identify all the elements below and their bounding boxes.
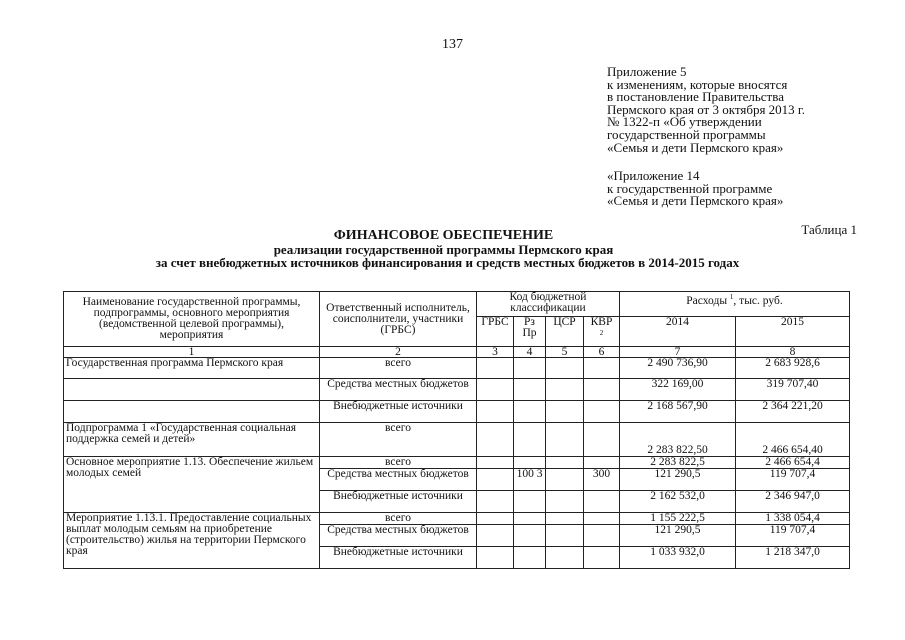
title-line-2: реализации государственной программы Пермского края	[273, 242, 614, 257]
table-row	[64, 358, 850, 379]
page-number: 137	[442, 37, 463, 52]
csr-cell	[546, 401, 584, 423]
index-cell: 5	[546, 347, 584, 358]
value-2015: 2 683 928,6	[736, 358, 850, 379]
value-2014: 2 162 532,0	[620, 491, 736, 513]
table-label: Таблица 1	[801, 222, 857, 237]
table-row	[64, 379, 850, 401]
rzpr-cell	[514, 547, 546, 569]
grbs-cell	[477, 358, 514, 379]
row-name: Подпрограмма 1 «Государственная социальная поддержка семей и детей»	[64, 423, 320, 457]
grbs-cell	[477, 379, 514, 401]
value-2015: 1 338 054,4	[736, 513, 850, 525]
csr-cell	[546, 457, 584, 469]
row-executor: всего	[320, 358, 477, 379]
value-2014: 2 283 822,50	[620, 423, 736, 457]
appendix-block	[607, 66, 805, 154]
index-cell: 3	[477, 347, 514, 358]
header-expenses-note: 1	[729, 293, 734, 301]
table-row	[64, 457, 850, 469]
value-2014: 1 155 222,5	[620, 513, 736, 525]
grbs-cell	[477, 547, 514, 569]
row-executor: Внебюджетные источники	[320, 547, 477, 569]
index-row	[64, 347, 850, 358]
index-cell: 8	[736, 347, 850, 358]
value-2014: 1 033 932,0	[620, 547, 736, 569]
rzpr-cell: 100 3	[514, 469, 546, 491]
title-line-3: за счет внебюджетных источников финансирования и средств местных бюджетов в 2014-2015 годах	[155, 255, 740, 270]
csr-cell	[546, 491, 584, 513]
csr-cell	[546, 547, 584, 569]
header-name: Наименование государственной программы, подпрограммы, основного мероприятия (ведомственной целевой программы), мероприятия	[64, 292, 320, 347]
value-2015: 1 218 347,0	[736, 547, 850, 569]
row-executor: Средства местных бюджетов	[320, 525, 477, 547]
kvr-cell	[584, 457, 620, 469]
row-executor: Внебюджетные источники	[320, 491, 477, 513]
kvr-cell	[584, 423, 620, 457]
header-grbs: ГРБС	[477, 317, 514, 347]
grbs-cell	[477, 513, 514, 525]
grbs-cell	[477, 457, 514, 469]
finance-table	[63, 291, 850, 569]
index-cell: 2	[320, 347, 477, 358]
value-2015: 2 364 221,20	[736, 401, 850, 423]
kvr-cell	[584, 491, 620, 513]
csr-cell	[546, 513, 584, 525]
table-row	[64, 401, 850, 423]
rzpr-cell	[514, 379, 546, 401]
row-name: Мероприятие 1.13.1. Предоставление социальных выплат молодым семьям на приобретение (строительство) жилья на территории Пермского края	[64, 513, 320, 569]
csr-cell	[546, 358, 584, 379]
appendix-sub-block	[607, 170, 783, 208]
value-2014: 121 290,5	[620, 525, 736, 547]
appendix-line: № 1322-п «Об утверждении	[607, 114, 762, 130]
rzpr-cell	[514, 423, 546, 457]
grbs-cell	[477, 525, 514, 547]
row-executor: всего	[320, 423, 477, 457]
kvr-cell	[584, 379, 620, 401]
kvr-cell	[584, 513, 620, 525]
value-2015: 2 466 654,40	[736, 423, 850, 457]
csr-cell	[546, 423, 584, 457]
rzpr-cell	[514, 358, 546, 379]
row-executor: Внебюджетные источники	[320, 401, 477, 423]
grbs-cell	[477, 469, 514, 491]
table-row	[64, 513, 850, 525]
value-2015: 2 346 947,0	[736, 491, 850, 513]
document-title	[0, 229, 905, 269]
header-csr: ЦСР	[546, 317, 584, 347]
header-code: Код бюджетной классификации	[477, 292, 620, 317]
appendix-line: «Семья и дети Пермского края»	[607, 139, 784, 155]
value-2015: 119 707,4	[736, 525, 850, 547]
header-2014: 2014	[620, 317, 736, 347]
kvr-cell	[584, 401, 620, 423]
value-2014: 2 168 567,90	[620, 401, 736, 423]
grbs-cell	[477, 401, 514, 423]
title-line-1: ФИНАНСОВОЕ ОБЕСПЕЧЕНИЕ	[333, 228, 554, 243]
csr-cell	[546, 469, 584, 491]
rzpr-cell	[514, 457, 546, 469]
csr-cell	[546, 379, 584, 401]
value-2015: 2 466 654,4	[736, 457, 850, 469]
header-kvr-note: 2	[599, 329, 604, 338]
kvr-cell	[584, 358, 620, 379]
table-row	[64, 423, 850, 457]
rzpr-cell	[514, 491, 546, 513]
header-executor: Ответственный исполнитель, соисполнители, участники (ГРБС)	[320, 292, 477, 347]
value-2014: 2 283 822,5	[620, 457, 736, 469]
kvr-cell	[584, 525, 620, 547]
row-name	[64, 379, 320, 401]
csr-cell	[546, 525, 584, 547]
appendix-line: к изменениям, которые вносятся	[607, 76, 788, 92]
value-2014: 2 490 736,90	[620, 358, 736, 379]
header-rzpr: Рз Пр	[514, 317, 546, 347]
appendix-line: Пермского края от 3 октября 2013 г.	[607, 101, 806, 117]
appendix-sub-line: «Семья и дети Пермского края»	[607, 193, 784, 209]
row-name: Государственная программа Пермского края	[64, 358, 320, 379]
header-expenses-unit: , тыс. руб.	[733, 294, 783, 307]
grbs-cell	[477, 491, 514, 513]
row-executor: Средства местных бюджетов	[320, 379, 477, 401]
index-cell: 4	[514, 347, 546, 358]
value-2015: 119 707,4	[736, 469, 850, 491]
grbs-cell	[477, 423, 514, 457]
header-2015: 2015	[736, 317, 850, 347]
kvr-cell: 300	[584, 469, 620, 491]
kvr-cell	[584, 547, 620, 569]
header-expenses	[620, 292, 850, 317]
appendix-line: в постановление Правительства	[607, 89, 784, 105]
index-cell: 7	[620, 347, 736, 358]
rzpr-cell	[514, 513, 546, 525]
appendix-line: Приложение 5	[607, 64, 687, 79]
header-kvr	[584, 317, 620, 347]
rzpr-cell	[514, 525, 546, 547]
value-2014: 121 290,5	[620, 469, 736, 491]
row-executor: всего	[320, 513, 477, 525]
value-2014: 322 169,00	[620, 379, 736, 401]
appendix-line: государственной программы	[607, 126, 766, 142]
row-name: Основное мероприятие 1.13. Обеспечение жильем молодых семей	[64, 457, 320, 513]
table-header-row	[64, 292, 850, 317]
value-2015: 319 707,40	[736, 379, 850, 401]
index-cell: 6	[584, 347, 620, 358]
appendix-sub-line: «Приложение 14	[607, 168, 700, 183]
row-name	[64, 401, 320, 423]
rzpr-cell	[514, 401, 546, 423]
index-cell: 1	[64, 347, 320, 358]
header-kvr-label: КВР	[590, 316, 613, 329]
row-executor: всего	[320, 457, 477, 469]
header-expenses-label: Расходы	[686, 294, 728, 307]
appendix-sub-line: к государственной программе	[607, 180, 773, 196]
row-executor: Средства местных бюджетов	[320, 469, 477, 491]
